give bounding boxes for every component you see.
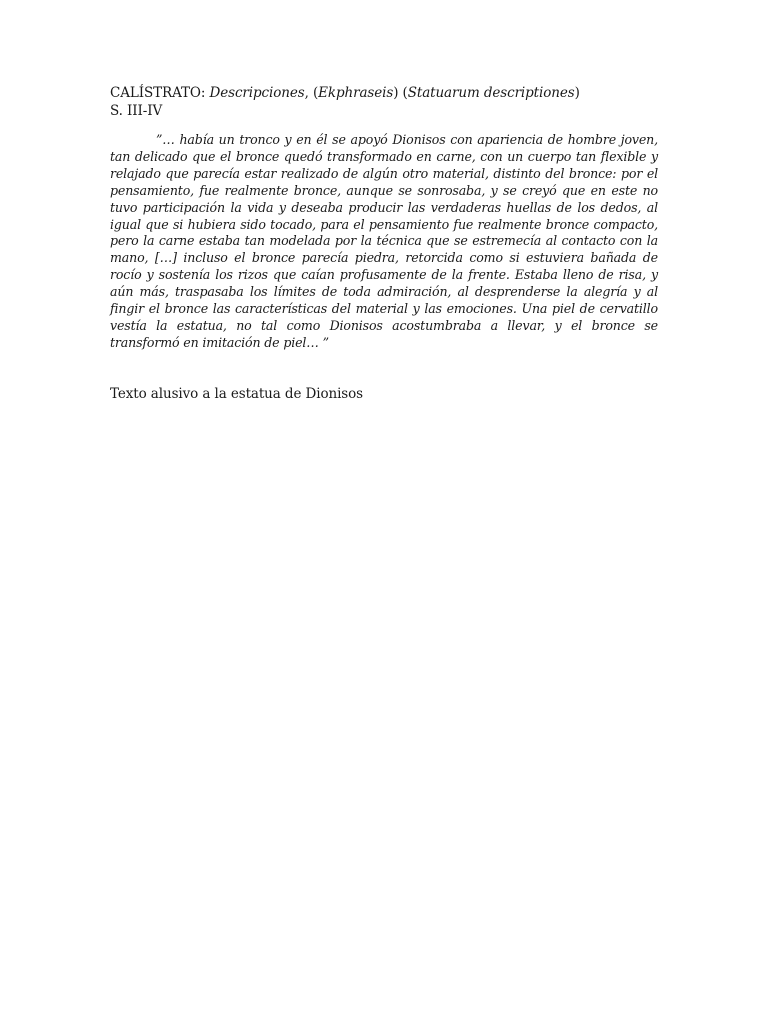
- quote-paragraph: ”… había un tronco y en él se apoyó Dionisos con apariencia de hombre joven, tan delicado que el bronce quedó transformado en carne, con un cuerpo tan flexible y relajado que parecía estar realizado de algún otro material, distinto del bronce: por el pensamiento, fue realmente bronce, aunque se sonrosaba, y se creyó que en este no tuvo participación la vida y deseaba producir las verdaderas huellas de los dedos, al igual que si hubiera sido tocado, para el pensamiento fue realmente bronce compacto, pero la carne estaba tan modelada por la técnica que se estremecía al contacto con la mano, […] incluso el bronce parecía piedra, retorcida como si estuviera bañada de rocío y sostenía los rizos que caían profusamente de la frente. Estaba lleno de risa, y aún más, traspasaba los límites de toda admiración, al desprenderse la alegría y al fingir el bronce las características del material y las emociones. Una piel de cervatillo vestía la estatua, no tal como Dionisos acostumbraba a llevar, y el bronce se transformó en imitación de piel… ”: [110, 132, 658, 350]
- work-title: Descripciones: [209, 85, 305, 101]
- greek-title: Ekphraseis: [318, 85, 394, 101]
- document-page: [110, 84, 658, 403]
- author-name: CALÍSTRATO:: [110, 85, 206, 101]
- century-line: S. III-IV: [110, 103, 163, 119]
- source-heading: [110, 84, 658, 102]
- caption-text: Texto alusivo a la estatua de Dionisos: [110, 385, 363, 402]
- latin-title: Statuarum descriptiones: [407, 85, 575, 101]
- title-separator: ): [574, 85, 580, 101]
- title-separator: , (: [304, 85, 319, 101]
- title-separator: ) (: [393, 85, 408, 101]
